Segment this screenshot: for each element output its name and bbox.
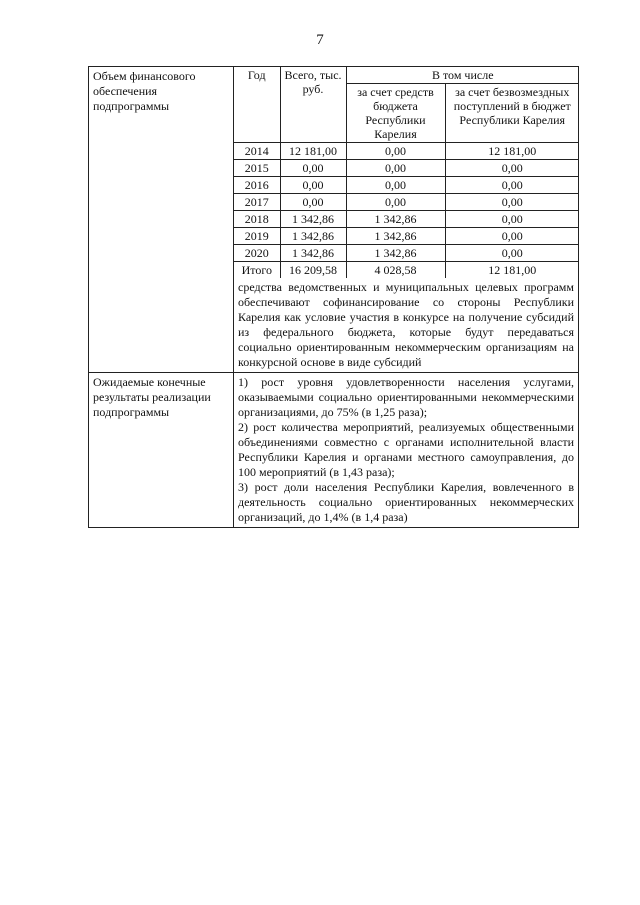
results-label: Ожидаемые конечные результаты реализации подпрограммы <box>89 373 234 528</box>
header-total: Всего, тыс. руб. <box>280 67 346 143</box>
cell-gratuitous: 0,00 <box>445 177 579 194</box>
cell-budget: 4 028,58 <box>346 262 445 279</box>
funding-content <box>234 67 579 373</box>
page-number: 7 <box>316 32 324 48</box>
cell-budget: 0,00 <box>346 160 445 177</box>
cell-year: 2020 <box>234 245 280 262</box>
header-including: В том числе <box>346 67 579 84</box>
cell-gratuitous: 0,00 <box>445 211 579 228</box>
table-row <box>234 143 579 160</box>
cell-budget: 1 342,86 <box>346 211 445 228</box>
cell-year: 2015 <box>234 160 280 177</box>
cell-gratuitous: 12 181,00 <box>445 143 579 160</box>
table-row <box>234 245 579 262</box>
header-budget: за счет средств бюджета Республики Карелия <box>346 84 445 143</box>
cell-budget: 0,00 <box>346 177 445 194</box>
cell-gratuitous: 0,00 <box>445 245 579 262</box>
cell-total: 0,00 <box>280 194 346 211</box>
cell-year: 2018 <box>234 211 280 228</box>
table-row <box>234 177 579 194</box>
cell-total: 0,00 <box>280 177 346 194</box>
cell-year: 2019 <box>234 228 280 245</box>
funding-table <box>234 67 579 278</box>
cell-year: 2014 <box>234 143 280 160</box>
cell-total: 1 342,86 <box>280 211 346 228</box>
cell-total: 0,00 <box>280 160 346 177</box>
results-content <box>234 373 579 528</box>
results-row <box>89 373 579 528</box>
cell-total: 16 209,58 <box>280 262 346 279</box>
table-row <box>234 160 579 177</box>
cell-year: Итого <box>234 262 280 279</box>
result-item: 3) рост доли населения Республики Карелия, вовлеченного в деятельность социально ориентированных некоммерческих организаций, до 1,4% (в 1,4 раза) <box>238 480 574 524</box>
cell-total: 12 181,00 <box>280 143 346 160</box>
result-item: 1) рост уровня удовлетворенности населения услугами, оказываемыми социально ориентированными некоммерческими организациями, до 75% (в 1,25 раза); <box>238 375 574 419</box>
cell-budget: 1 342,86 <box>346 228 445 245</box>
table-row-total <box>234 262 579 279</box>
table-row <box>234 228 579 245</box>
passport-table <box>88 66 579 528</box>
funding-row <box>89 67 579 373</box>
cell-gratuitous: 0,00 <box>445 160 579 177</box>
cell-gratuitous: 12 181,00 <box>445 262 579 279</box>
table-row <box>234 211 579 228</box>
cell-gratuitous: 0,00 <box>445 194 579 211</box>
result-item: 2) рост количества мероприятий, реализуемых общественными объединениями совместно с органами исполнительной власти Республики Карелия и органами местного самоуправления, до 100 мероприятий (в 1,43 раза); <box>238 420 574 479</box>
header-year: Год <box>234 67 280 143</box>
cell-total: 1 342,86 <box>280 228 346 245</box>
funding-note: средства ведомственных и муниципальных целевых программ обеспечивают софинансирование со стороны Республики Карелия как условие участия в конкурсе на получение субсидий из федерального бюджета, которые будут передаваться социально ориентированным некоммерческим организациям на конкурсной основе в виде субсидий <box>238 280 574 369</box>
cell-year: 2016 <box>234 177 280 194</box>
cell-year: 2017 <box>234 194 280 211</box>
funding-label: Объем финансового обеспечения подпрограммы <box>89 67 234 373</box>
cell-gratuitous: 0,00 <box>445 228 579 245</box>
cell-budget: 0,00 <box>346 194 445 211</box>
funding-header-row <box>234 67 579 84</box>
cell-total: 1 342,86 <box>280 245 346 262</box>
header-gratuitous: за счет безвозмездных поступлений в бюджет Республики Карелия <box>445 84 579 143</box>
cell-budget: 0,00 <box>346 143 445 160</box>
cell-budget: 1 342,86 <box>346 245 445 262</box>
table-row <box>234 194 579 211</box>
